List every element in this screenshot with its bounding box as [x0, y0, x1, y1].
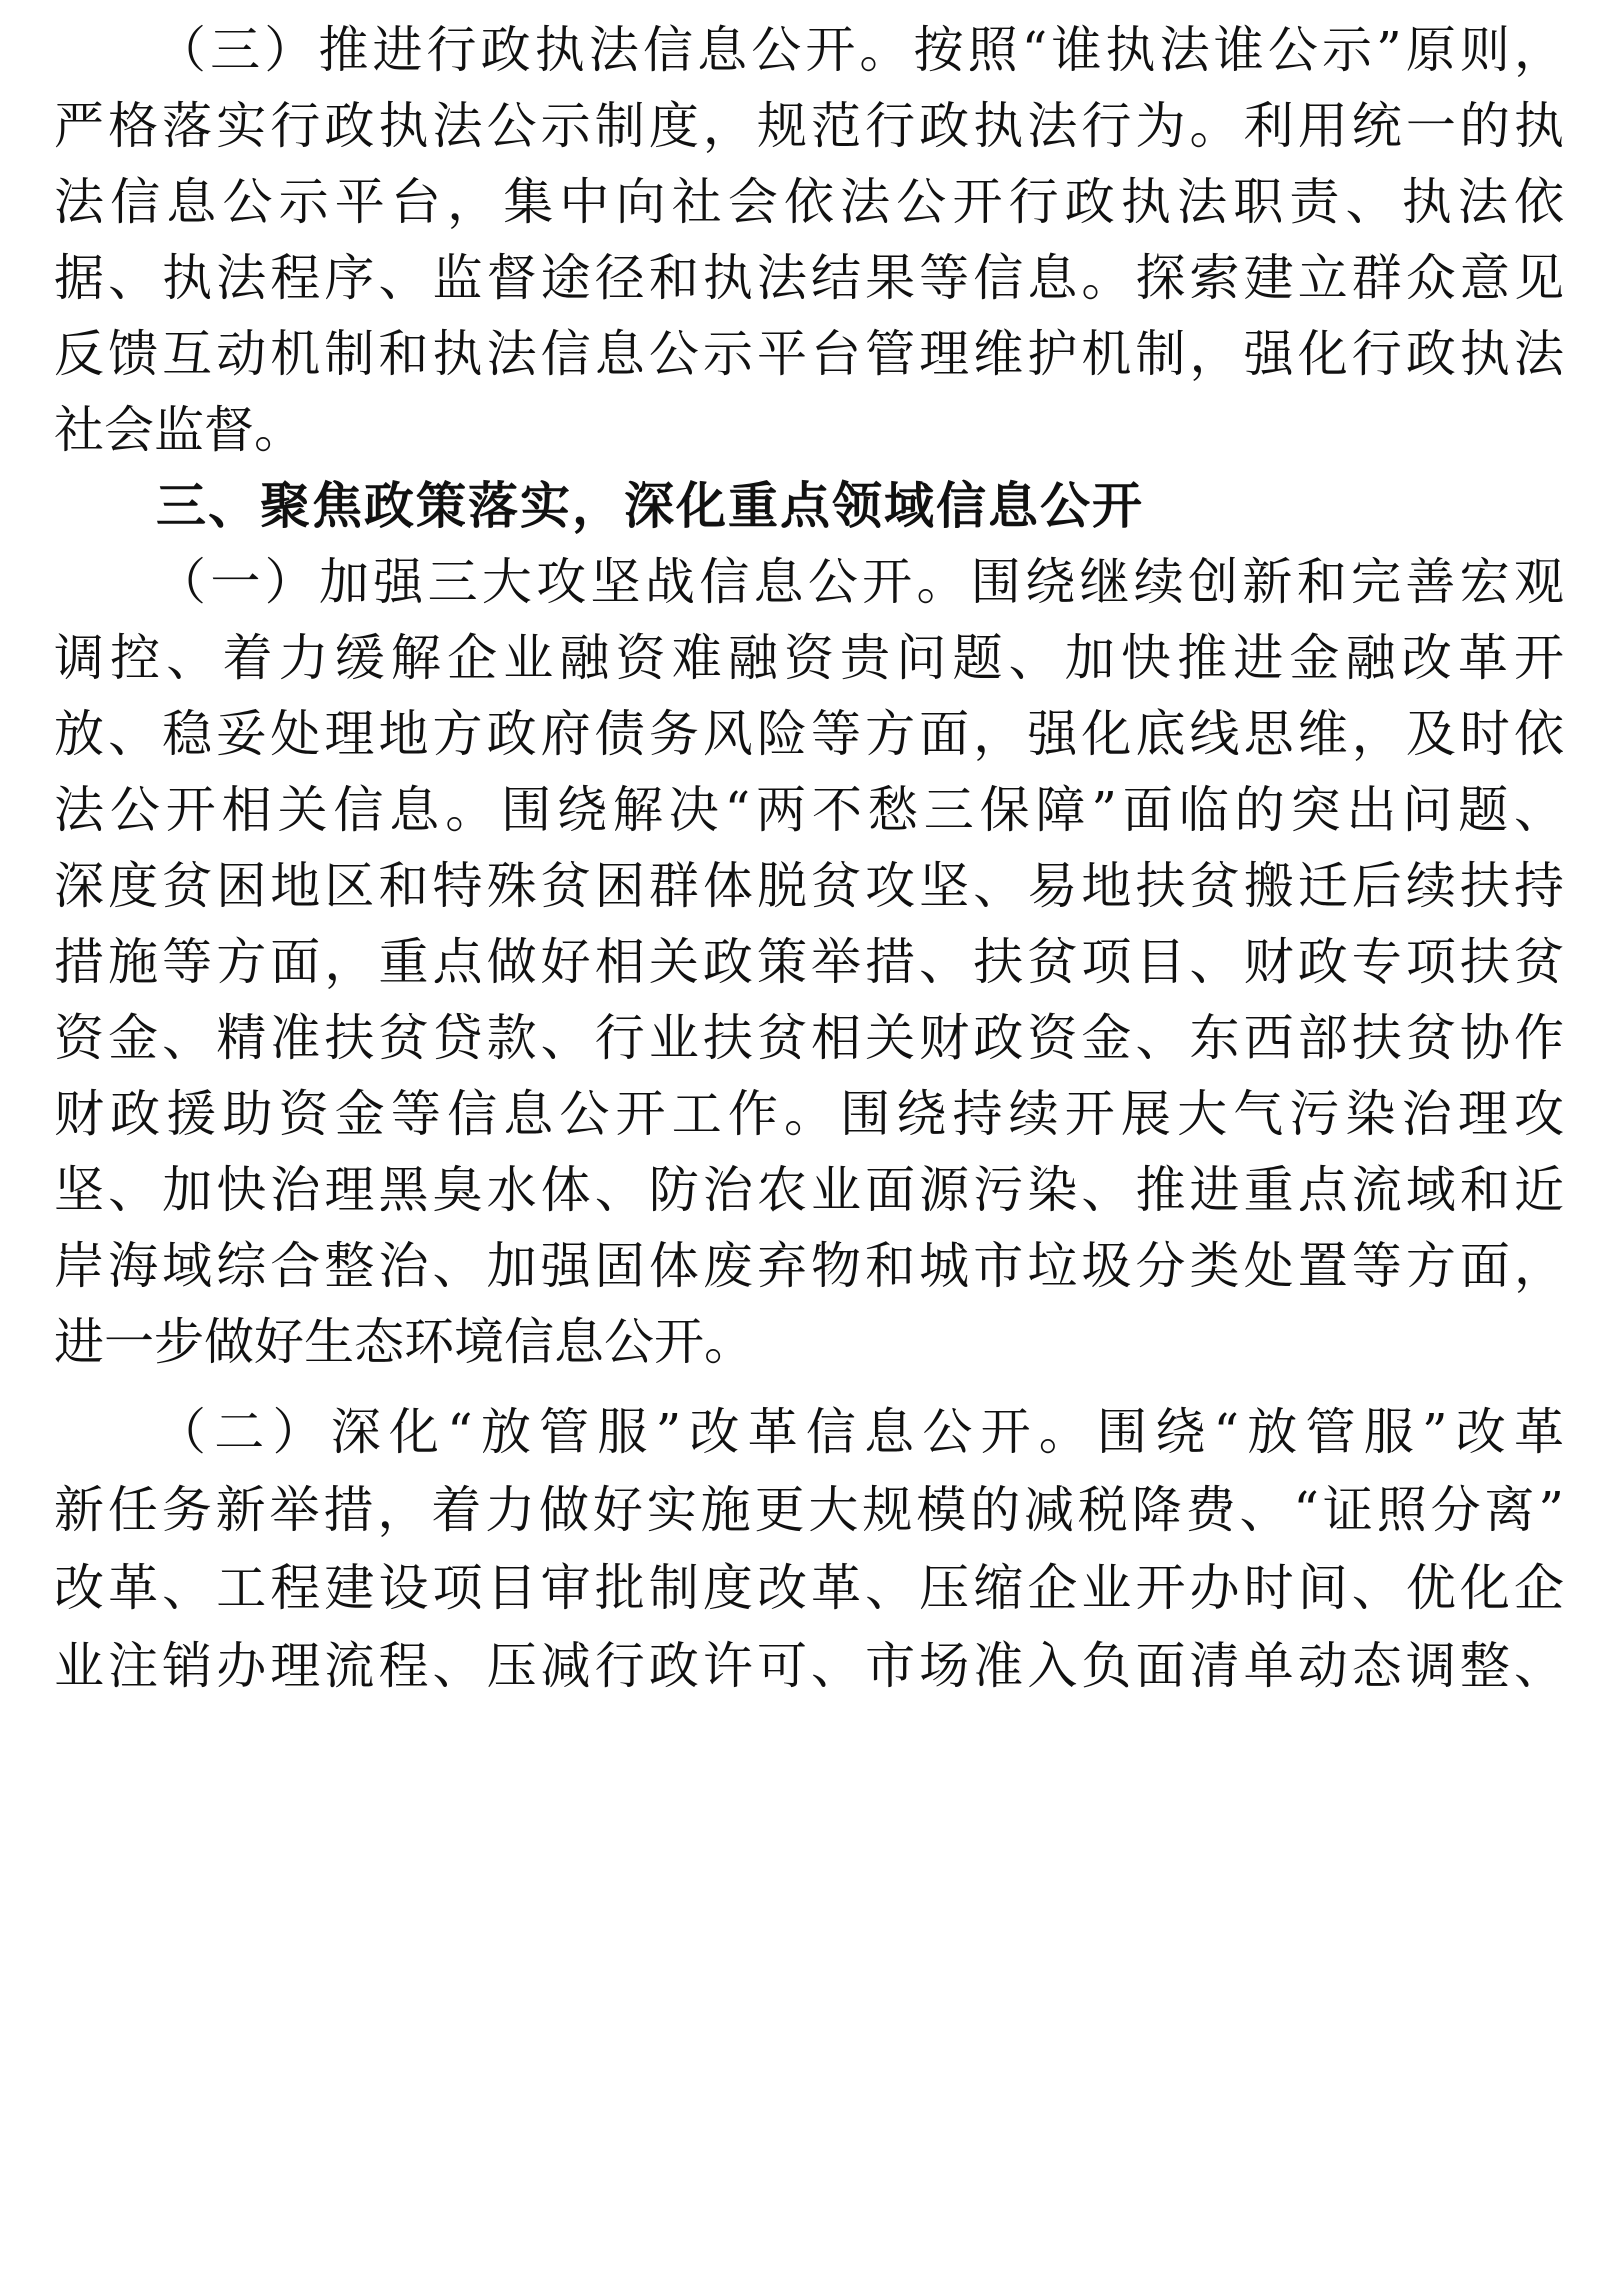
paragraph-3-line-3: 改革、工程建设项目审批制度改革、压缩企业开办时间、优化企 — [54, 1559, 1564, 1617]
paragraph-1-line-4: 据、执法程序、监督途径和执法结果等信息。探索建立群众意见 — [54, 249, 1564, 307]
paragraph-2-line-7: 资金、精准扶贫贷款、行业扶贫相关财政资金、东西部扶贫协作 — [54, 1009, 1564, 1067]
paragraph-2-line-8: 财政援助资金等信息公开工作。围绕持续开展大气污染治理攻 — [54, 1085, 1564, 1143]
paragraph-1-line-3: 法信息公示平台，集中向社会依法公开行政执法职责、执法依 — [54, 173, 1564, 231]
paragraph-2-line-3: 放、稳妥处理地方政府债务风险等方面，强化底线思维，及时依 — [54, 705, 1564, 763]
paragraph-1-line-1: （三）推进行政执法信息公开。按照“谁执法谁公示”原则， — [156, 21, 1564, 79]
paragraph-2-line-1: （一）加强三大攻坚战信息公开。围绕继续创新和完善宏观 — [156, 553, 1564, 611]
paragraph-3-line-2: 新任务新举措，着力做好实施更大规模的减税降费、“证照分离” — [54, 1481, 1564, 1539]
paragraph-2-line-6: 措施等方面，重点做好相关政策举措、扶贫项目、财政专项扶贫 — [54, 933, 1564, 991]
paragraph-1-line-2: 严格落实行政执法公示制度，规范行政执法行为。利用统一的执 — [54, 97, 1564, 155]
paragraph-2-line-11: 进一步做好生态环境信息公开。 — [54, 1313, 754, 1371]
paragraph-1-line-5: 反馈互动机制和执法信息公示平台管理维护机制，强化行政执法 — [54, 325, 1564, 383]
paragraph-3-line-1: （二）深化“放管服”改革信息公开。围绕“放管服”改革 — [156, 1403, 1564, 1461]
paragraph-2-line-5: 深度贫困地区和特殊贫困群体脱贫攻坚、易地扶贫搬迁后续扶持 — [54, 857, 1564, 915]
paragraph-2-line-9: 坚、加快治理黑臭水体、防治农业面源污染、推进重点流域和近 — [54, 1161, 1564, 1219]
paragraph-1-line-6: 社会监督。 — [54, 401, 304, 459]
section-heading: 三、聚焦政策落实，深化重点领域信息公开 — [156, 477, 1144, 535]
paragraph-2-line-2: 调控、着力缓解企业融资难融资贵问题、加快推进金融改革开 — [54, 629, 1564, 687]
paragraph-2-line-10: 岸海域综合整治、加强固体废弃物和城市垃圾分类处置等方面， — [54, 1237, 1564, 1295]
paragraph-3-line-4: 业注销办理流程、压减行政许可、市场准入负面清单动态调整、 — [54, 1637, 1564, 1695]
paragraph-2-line-4: 法公开相关信息。围绕解决“两不愁三保障”面临的突出问题、 — [54, 781, 1564, 839]
